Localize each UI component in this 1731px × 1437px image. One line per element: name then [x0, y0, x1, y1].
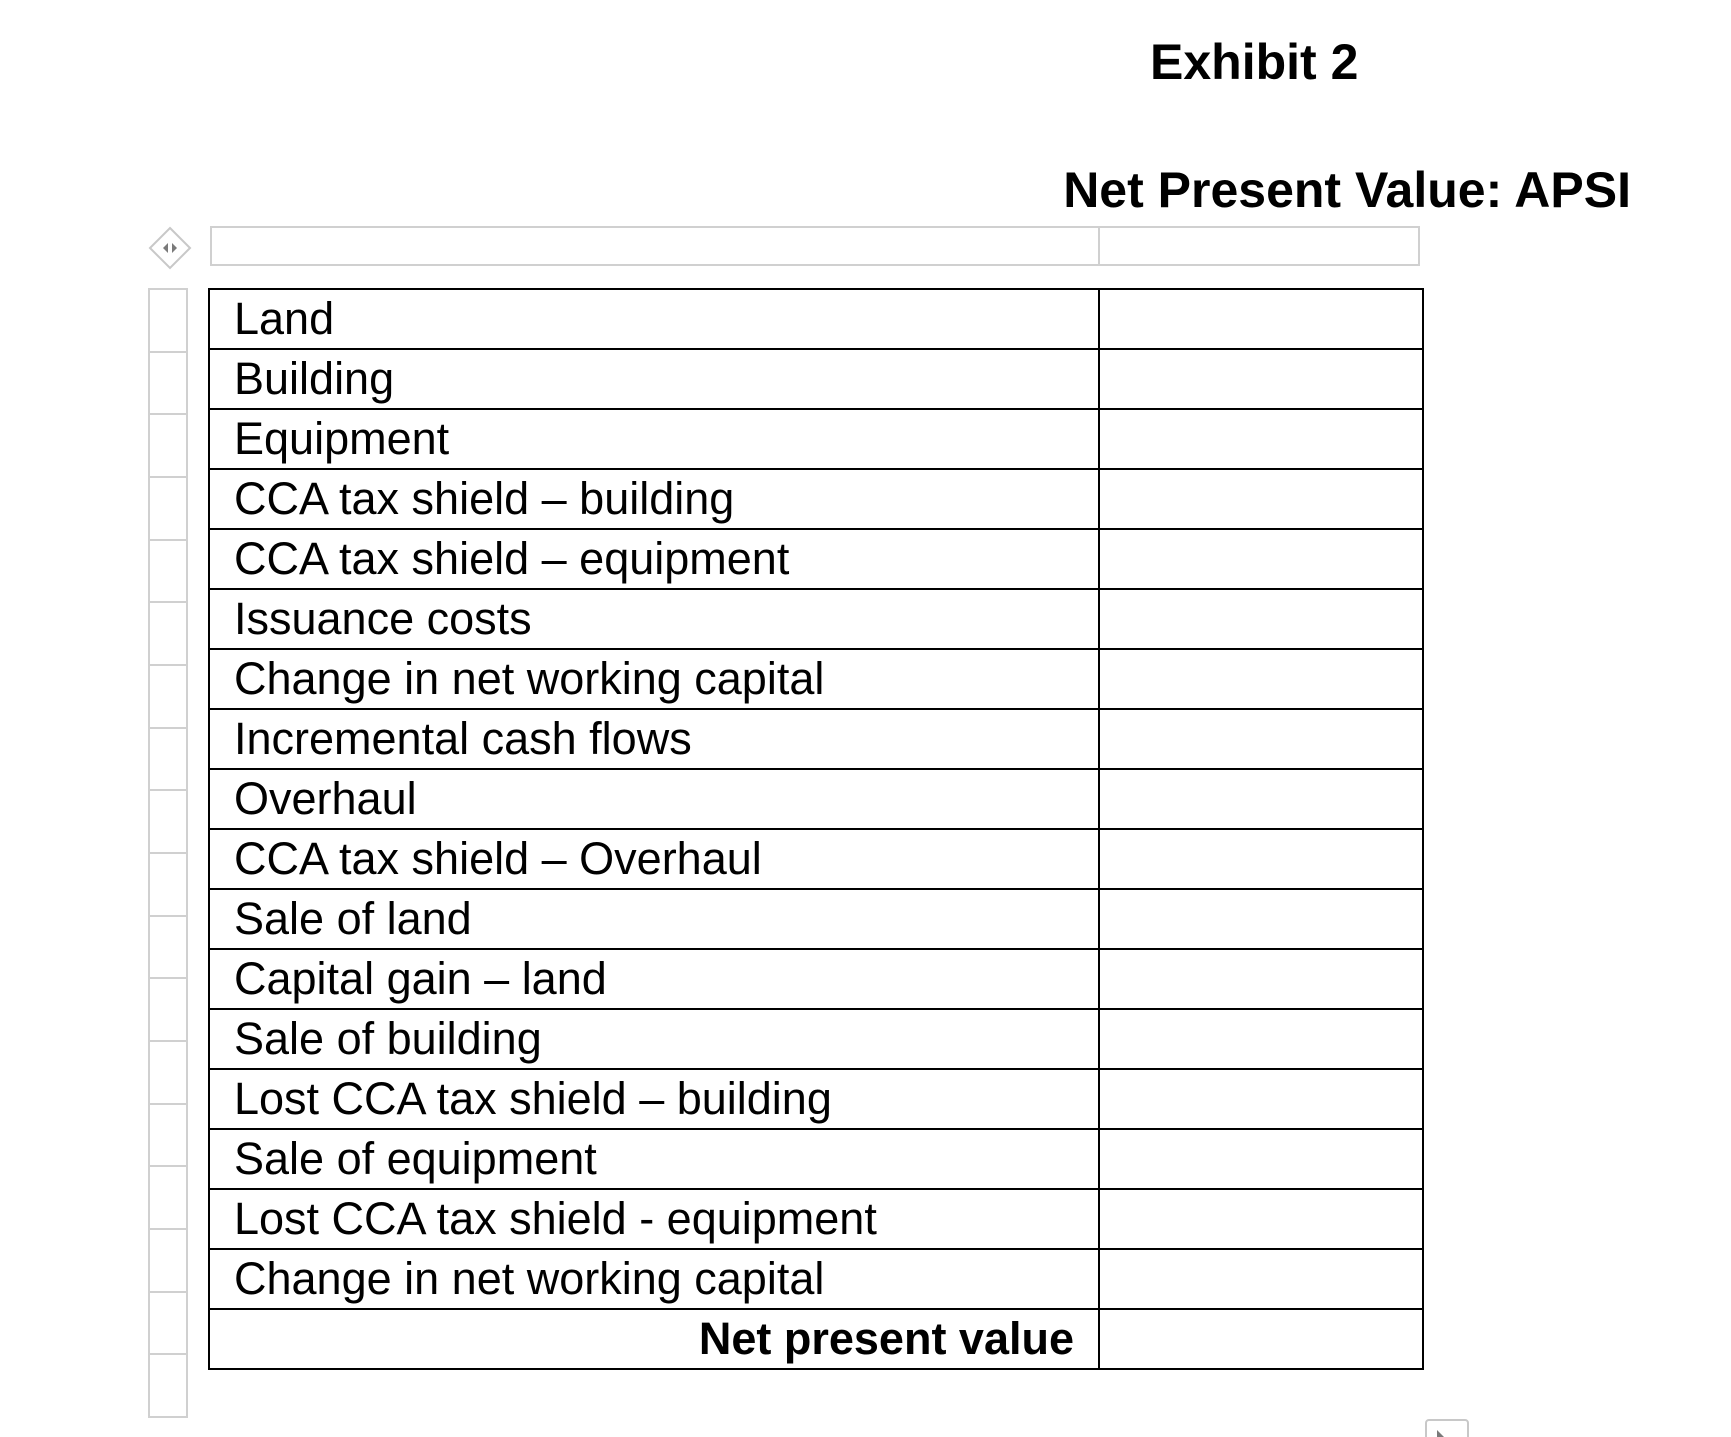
row-selector-cell[interactable] — [150, 666, 186, 729]
row-label[interactable]: Issuance costs — [209, 589, 1099, 649]
row-selector-bar[interactable] — [148, 288, 188, 1418]
row-label[interactable]: Lost CCA tax shield - equipment — [209, 1189, 1099, 1249]
table-resize-handle-icon[interactable] — [1424, 1418, 1470, 1437]
row-label[interactable]: Incremental cash flows — [209, 709, 1099, 769]
table-row — [209, 349, 1423, 409]
row-selector-cell[interactable] — [150, 1293, 186, 1356]
row-value-cell[interactable] — [1099, 289, 1423, 349]
row-selector-cell[interactable] — [150, 1230, 186, 1293]
row-value-cell[interactable] — [1099, 769, 1423, 829]
net-present-value-cell[interactable] — [1099, 1309, 1423, 1369]
total-row — [209, 1309, 1423, 1369]
section-title: Net Present Value: APSI — [1063, 162, 1631, 218]
row-label[interactable]: Land — [209, 289, 1099, 349]
table-row — [209, 649, 1423, 709]
table-row — [209, 289, 1423, 349]
row-selector-cell[interactable] — [150, 729, 186, 792]
table-row — [209, 889, 1423, 949]
row-selector-cell[interactable] — [150, 791, 186, 854]
table-row — [209, 1189, 1423, 1249]
exhibit-title: Exhibit 2 — [1150, 34, 1359, 90]
table-row — [209, 409, 1423, 469]
net-present-value-label[interactable]: Net present value — [209, 1309, 1099, 1369]
row-value-cell[interactable] — [1099, 1129, 1423, 1189]
table-row — [209, 1009, 1423, 1069]
table-row — [209, 709, 1423, 769]
table-row — [209, 949, 1423, 1009]
row-value-cell[interactable] — [1099, 409, 1423, 469]
row-selector-cell[interactable] — [150, 541, 186, 604]
row-value-cell[interactable] — [1099, 1009, 1423, 1069]
row-label[interactable]: CCA tax shield – Overhaul — [209, 829, 1099, 889]
row-value-cell[interactable] — [1099, 709, 1423, 769]
row-value-cell[interactable] — [1099, 1189, 1423, 1249]
row-value-cell[interactable] — [1099, 469, 1423, 529]
row-value-cell[interactable] — [1099, 1249, 1423, 1309]
column-selector-label[interactable] — [212, 228, 1100, 264]
table-row — [209, 589, 1423, 649]
row-label[interactable]: Lost CCA tax shield – building — [209, 1069, 1099, 1129]
row-selector-cell[interactable] — [150, 854, 186, 917]
row-value-cell[interactable] — [1099, 829, 1423, 889]
table-row — [209, 1249, 1423, 1309]
row-value-cell[interactable] — [1099, 349, 1423, 409]
table-row — [209, 1129, 1423, 1189]
table-move-handle-icon[interactable] — [148, 226, 192, 270]
row-selector-cell[interactable] — [150, 603, 186, 666]
table-row — [209, 829, 1423, 889]
row-label[interactable]: Sale of land — [209, 889, 1099, 949]
row-selector-cell[interactable] — [150, 353, 186, 416]
row-selector-cell[interactable] — [150, 1105, 186, 1168]
table-row — [209, 469, 1423, 529]
row-selector-cell[interactable] — [150, 1355, 186, 1416]
row-selector-cell[interactable] — [150, 1042, 186, 1105]
row-label[interactable]: Overhaul — [209, 769, 1099, 829]
row-label[interactable]: Sale of equipment — [209, 1129, 1099, 1189]
row-selector-cell[interactable] — [150, 478, 186, 541]
row-selector-cell[interactable] — [150, 979, 186, 1042]
row-selector-cell[interactable] — [150, 917, 186, 980]
row-label[interactable]: Sale of building — [209, 1009, 1099, 1069]
row-label[interactable]: Change in net working capital — [209, 1249, 1099, 1309]
row-value-cell[interactable] — [1099, 889, 1423, 949]
row-label[interactable]: CCA tax shield – equipment — [209, 529, 1099, 589]
row-label[interactable]: CCA tax shield – building — [209, 469, 1099, 529]
row-value-cell[interactable] — [1099, 1069, 1423, 1129]
npv-table — [208, 288, 1424, 1370]
table-row — [209, 769, 1423, 829]
row-value-cell[interactable] — [1099, 649, 1423, 709]
row-selector-cell[interactable] — [150, 290, 186, 353]
row-value-cell[interactable] — [1099, 529, 1423, 589]
row-label[interactable]: Change in net working capital — [209, 649, 1099, 709]
row-label[interactable]: Capital gain – land — [209, 949, 1099, 1009]
table-row — [209, 1069, 1423, 1129]
table-row — [209, 529, 1423, 589]
column-selector-value[interactable] — [1100, 228, 1418, 264]
row-label[interactable]: Building — [209, 349, 1099, 409]
row-selector-cell[interactable] — [150, 1167, 186, 1230]
row-selector-cell[interactable] — [150, 415, 186, 478]
row-label[interactable]: Equipment — [209, 409, 1099, 469]
row-value-cell[interactable] — [1099, 949, 1423, 1009]
row-value-cell[interactable] — [1099, 589, 1423, 649]
column-selector-bar[interactable] — [210, 226, 1420, 266]
